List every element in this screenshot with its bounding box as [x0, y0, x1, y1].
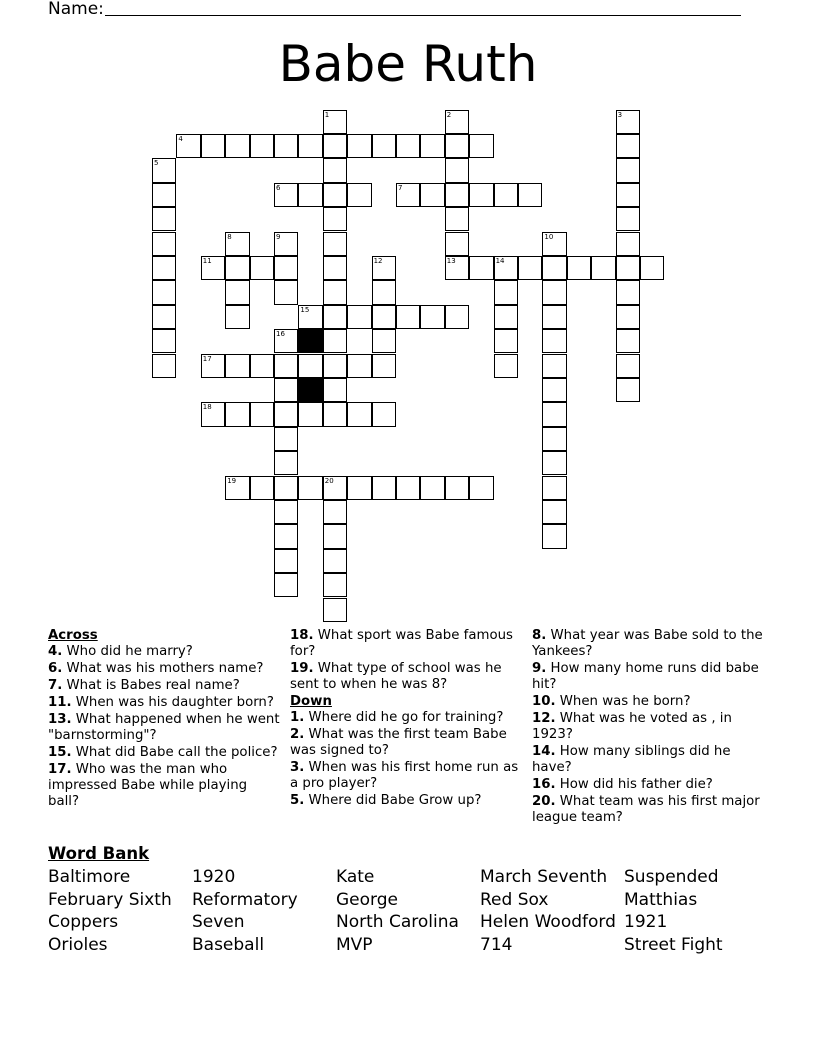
clue-number: 8	[227, 232, 232, 241]
word-bank-item: Baltimore	[48, 867, 131, 887]
grid-cell[interactable]	[616, 305, 640, 329]
grid-cell[interactable]	[323, 378, 347, 402]
grid-cell[interactable]	[274, 524, 298, 548]
clue-text: How did his father die?	[555, 777, 713, 792]
down-clue	[532, 661, 772, 693]
word-bank-item: Matthias	[624, 889, 698, 910]
grid-cell[interactable]	[152, 207, 176, 231]
grid-cell[interactable]	[323, 207, 347, 231]
grid-cell[interactable]	[152, 158, 176, 182]
clue-number: 16	[276, 330, 285, 339]
clue-number: 13	[446, 256, 456, 265]
word-bank-item: Reformatory	[192, 889, 298, 910]
grid-cell[interactable]	[542, 451, 566, 475]
grid-cell[interactable]	[201, 134, 225, 158]
grid-cell[interactable]	[542, 427, 566, 451]
grid-cell[interactable]	[250, 134, 274, 158]
grid-cell[interactable]	[250, 256, 274, 280]
clue-number: 6	[276, 183, 281, 192]
clue-num: 16.	[532, 777, 556, 792]
grid-cell[interactable]	[542, 354, 566, 378]
grid-cell[interactable]	[323, 573, 347, 597]
clue-text: What sport was Babe famous for?	[290, 628, 513, 659]
across-clue	[48, 695, 280, 711]
grid-cell[interactable]	[640, 256, 664, 280]
grid-cell[interactable]	[323, 549, 347, 573]
clue-text: What was the first team Babe was signed to?	[290, 727, 507, 758]
clue-num: 7.	[48, 678, 63, 693]
grid-cell[interactable]	[445, 110, 469, 134]
name-label: Name:	[48, 0, 104, 19]
clue-text: What was his mothers name?	[62, 661, 264, 676]
clue-text: What type of school was he sent to when he was 8?	[290, 661, 502, 692]
grid-cell[interactable]	[274, 500, 298, 524]
clue-num: 6.	[48, 661, 63, 676]
grid-cell[interactable]	[323, 500, 347, 524]
grid-cell[interactable]	[298, 476, 322, 500]
grid-cell[interactable]	[347, 183, 371, 207]
grid-cell[interactable]	[494, 256, 518, 280]
grid-cell[interactable]	[445, 256, 469, 280]
grid-cell[interactable]	[372, 476, 396, 500]
grid-cell[interactable]	[445, 207, 469, 231]
grid-cell[interactable]	[616, 329, 640, 353]
word-bank-item: North Carolina	[336, 912, 459, 933]
clue-num: 1.	[290, 710, 305, 725]
clue-num: 18.	[290, 628, 314, 643]
clue-text: How many siblings did he have?	[532, 744, 731, 775]
down-clue	[290, 793, 522, 809]
down-clue	[532, 694, 772, 710]
grid-cell[interactable]	[372, 280, 396, 304]
grid-cell[interactable]	[542, 524, 566, 548]
grid-cell[interactable]	[616, 183, 640, 207]
grid-cell[interactable]	[420, 305, 444, 329]
clue-text: Who did he marry?	[62, 644, 193, 659]
word-bank-item: Baseball	[192, 935, 265, 956]
down-clue	[532, 744, 772, 776]
clue-number: 1	[324, 110, 330, 119]
clue-num: 5.	[290, 793, 305, 808]
clue-number: 3	[617, 110, 623, 119]
grid-cell[interactable]	[445, 183, 469, 207]
clue-number: 15	[300, 305, 310, 314]
grid-cell[interactable]	[225, 280, 249, 304]
grid-cell[interactable]	[274, 256, 298, 280]
grid-cell[interactable]	[323, 232, 347, 256]
down-clue	[290, 710, 522, 726]
across-clue	[48, 762, 280, 810]
clue-text: Where did he go for training?	[304, 710, 504, 725]
clue-number: 7	[398, 183, 403, 192]
word-bank-item: 1921	[624, 912, 668, 933]
grid-cell[interactable]	[274, 183, 298, 207]
grid-cell[interactable]	[274, 427, 298, 451]
clue-number: 10	[544, 232, 554, 241]
grid-cell[interactable]	[274, 378, 298, 402]
clue-number: 12	[373, 256, 383, 265]
grid-cell[interactable]	[201, 256, 225, 280]
grid-cell[interactable]	[298, 183, 322, 207]
word-bank-item: March Seventh	[480, 867, 608, 887]
across-clue	[48, 644, 280, 660]
grid-cell[interactable]	[274, 402, 298, 426]
grid-cell[interactable]	[274, 573, 298, 597]
grid-cell[interactable]	[494, 280, 518, 304]
grid-cell[interactable]	[591, 256, 615, 280]
clue-text: How many home runs did babe hit?	[532, 661, 759, 692]
grid-cell[interactable]	[616, 110, 640, 134]
grid-cell[interactable]	[347, 134, 371, 158]
grid-cell[interactable]	[323, 329, 347, 353]
grid-cell[interactable]	[347, 305, 371, 329]
grid-cell[interactable]	[152, 305, 176, 329]
across-heading: Across	[48, 628, 98, 643]
clue-num: 4.	[48, 644, 63, 659]
word-bank-item: 714	[480, 935, 513, 956]
word-bank-item: February Sixth	[48, 889, 172, 910]
down-heading: Down	[290, 694, 332, 709]
grid-cell[interactable]	[347, 402, 371, 426]
grid-cell[interactable]	[469, 183, 493, 207]
grid-cell[interactable]	[250, 354, 274, 378]
clue-num: 9.	[532, 661, 547, 676]
clue-text: What team was his first major league team?	[532, 794, 760, 825]
clue-num: 12.	[532, 711, 556, 726]
grid-cell[interactable]	[274, 232, 298, 256]
grid-cell[interactable]	[542, 305, 566, 329]
grid-cell[interactable]	[372, 329, 396, 353]
word-bank-item: Coppers	[48, 912, 119, 933]
grid-cell[interactable]	[152, 354, 176, 378]
grid-cell[interactable]	[323, 524, 347, 548]
grid-cell[interactable]	[323, 354, 347, 378]
grid-cell[interactable]	[616, 158, 640, 182]
clues-column-3	[532, 628, 772, 827]
grid-cell[interactable]	[616, 280, 640, 304]
word-bank	[48, 866, 788, 957]
grid-cell[interactable]	[542, 256, 566, 280]
grid-cell[interactable]	[372, 354, 396, 378]
grid-cell[interactable]	[445, 232, 469, 256]
clue-text: What did Babe call the police?	[71, 745, 278, 760]
grid-cell[interactable]	[176, 134, 200, 158]
clue-number: 19	[227, 476, 237, 485]
word-bank-title: Word Bank	[48, 844, 150, 863]
grid-cell[interactable]	[225, 354, 249, 378]
clue-number: 9	[276, 232, 281, 241]
word-bank-item: Suspended	[624, 867, 719, 887]
grid-cell[interactable]	[542, 500, 566, 524]
grid-cell[interactable]	[323, 256, 347, 280]
clue-text: Where did Babe Grow up?	[304, 793, 482, 808]
down-clue	[532, 794, 772, 826]
down-clue	[532, 628, 772, 660]
grid-cell[interactable]	[494, 183, 518, 207]
clue-text: What is Babes real name?	[62, 678, 240, 693]
grid-cell[interactable]	[542, 280, 566, 304]
grid-cell[interactable]	[567, 256, 591, 280]
grid-cell[interactable]	[152, 256, 176, 280]
grid-cell[interactable]	[274, 280, 298, 304]
grid-cell[interactable]	[469, 134, 493, 158]
word-bank-item: 1920	[192, 867, 236, 887]
grid-cell[interactable]	[323, 183, 347, 207]
grid-cell[interactable]	[323, 305, 347, 329]
grid-cell[interactable]	[469, 256, 493, 280]
grid-cell[interactable]	[396, 183, 420, 207]
grid-cell[interactable]	[225, 232, 249, 256]
clue-num: 3.	[290, 760, 305, 775]
word-bank-item: MVP	[336, 935, 373, 956]
grid-cell[interactable]	[225, 256, 249, 280]
across-clue	[48, 712, 280, 744]
page-title: Babe Ruth	[278, 35, 538, 93]
word-bank-item: Seven	[192, 912, 245, 933]
grid-cell[interactable]	[372, 402, 396, 426]
word-bank-item: Orioles	[48, 935, 108, 956]
grid-cell[interactable]	[274, 476, 298, 500]
grid-cell[interactable]	[518, 183, 542, 207]
grid-cell[interactable]	[420, 476, 444, 500]
grid-cell[interactable]	[152, 280, 176, 304]
grid-cell[interactable]	[225, 134, 249, 158]
clue-number: 2	[446, 110, 452, 119]
clue-text: What happened when he went "barnstorming"?	[48, 712, 280, 743]
clue-text: When was his daughter born?	[71, 695, 274, 710]
grid-cell[interactable]	[542, 476, 566, 500]
grid-cell[interactable]	[274, 354, 298, 378]
grid-cell[interactable]	[616, 207, 640, 231]
grid-cell[interactable]	[323, 158, 347, 182]
across-clue	[48, 678, 280, 694]
clue-number: 4	[178, 134, 183, 143]
grid-cell[interactable]	[323, 134, 347, 158]
grid-cell[interactable]	[250, 476, 274, 500]
grid-cell[interactable]	[201, 354, 225, 378]
grid-cell[interactable]	[616, 256, 640, 280]
grid-cell-black	[298, 329, 322, 353]
clue-number: 18	[202, 403, 212, 412]
grid-cell[interactable]	[542, 378, 566, 402]
grid-cell[interactable]	[225, 402, 249, 426]
grid-cell[interactable]	[445, 134, 469, 158]
grid-cell[interactable]	[445, 305, 469, 329]
clue-number: 20	[324, 476, 334, 485]
clue-num: 8.	[532, 628, 547, 643]
clue-num: 15.	[48, 745, 72, 760]
clue-num: 14.	[532, 744, 556, 759]
clues-column-1	[48, 628, 280, 811]
grid-cell[interactable]	[152, 329, 176, 353]
word-bank-item: George	[336, 889, 398, 910]
grid-cell[interactable]	[250, 402, 274, 426]
grid-cell[interactable]	[372, 134, 396, 158]
grid-cell[interactable]	[152, 183, 176, 207]
across-clue	[48, 661, 280, 677]
grid-cell[interactable]	[420, 183, 444, 207]
grid-cell[interactable]	[323, 402, 347, 426]
grid-cell[interactable]	[420, 134, 444, 158]
clues-column-2	[290, 628, 522, 810]
grid-cell[interactable]	[274, 329, 298, 353]
word-bank-item: Red Sox	[480, 889, 549, 910]
grid-cell[interactable]	[542, 232, 566, 256]
grid-cell[interactable]	[274, 549, 298, 573]
grid-cell[interactable]	[445, 158, 469, 182]
clue-num: 19.	[290, 661, 314, 676]
clue-num: 11.	[48, 695, 72, 710]
clue-text: What year was Babe sold to the Yankees?	[532, 628, 763, 659]
clue-text: Who was the man who impressed Babe while playing ball?	[48, 762, 248, 809]
grid-cell[interactable]	[323, 110, 347, 134]
across-clue	[290, 628, 522, 660]
grid-cell[interactable]	[616, 354, 640, 378]
clue-number: 11	[202, 256, 212, 265]
grid-cell[interactable]	[323, 476, 347, 500]
grid-cell[interactable]	[274, 451, 298, 475]
grid-cell[interactable]	[542, 402, 566, 426]
grid-cell[interactable]	[298, 305, 322, 329]
grid-cell[interactable]	[347, 354, 371, 378]
clue-num: 20.	[532, 794, 556, 809]
grid-cell[interactable]	[616, 232, 640, 256]
down-clue	[290, 760, 522, 792]
grid-cell[interactable]	[225, 476, 249, 500]
grid-cell[interactable]	[445, 476, 469, 500]
grid-cell[interactable]	[225, 305, 249, 329]
grid-cell[interactable]	[372, 256, 396, 280]
grid-cell[interactable]	[469, 476, 493, 500]
clue-num: 17.	[48, 762, 72, 777]
across-clue	[48, 745, 280, 761]
clue-number: 14	[495, 256, 505, 265]
clue-num: 13.	[48, 712, 72, 727]
grid-cell[interactable]	[323, 280, 347, 304]
grid-cell[interactable]	[396, 305, 420, 329]
down-clue	[290, 727, 522, 759]
word-bank-item: Street Fight	[624, 935, 723, 956]
grid-cell[interactable]	[542, 329, 566, 353]
down-clue	[532, 711, 772, 743]
grid-cell[interactable]	[347, 476, 371, 500]
grid-cell[interactable]	[298, 354, 322, 378]
down-clue	[532, 777, 772, 793]
grid-cell[interactable]	[518, 256, 542, 280]
clue-number: 5	[154, 159, 159, 168]
grid-cell[interactable]	[152, 232, 176, 256]
grid-cell-black	[298, 378, 322, 402]
grid-cell[interactable]	[298, 402, 322, 426]
grid-cell[interactable]	[494, 305, 518, 329]
grid-cell[interactable]	[298, 134, 322, 158]
grid-cell[interactable]	[494, 329, 518, 353]
grid-cell[interactable]	[494, 354, 518, 378]
clue-number: 17	[202, 354, 212, 363]
grid-cell[interactable]	[323, 598, 347, 622]
clue-num: 2.	[290, 727, 305, 742]
clue-text: What was he voted as , in 1923?	[532, 711, 732, 742]
clue-text: When was he born?	[555, 694, 691, 709]
grid-cell[interactable]	[201, 402, 225, 426]
grid-cell[interactable]	[372, 305, 396, 329]
grid-cell[interactable]	[396, 476, 420, 500]
word-bank-item: Helen Woodford	[480, 912, 616, 933]
across-clue	[290, 661, 522, 693]
grid-cell[interactable]	[396, 134, 420, 158]
grid-cell[interactable]	[616, 134, 640, 158]
clue-num: 10.	[532, 694, 556, 709]
grid-cell[interactable]	[616, 378, 640, 402]
grid-cell[interactable]	[274, 134, 298, 158]
clue-text: When was his first home run as a pro player?	[290, 760, 519, 791]
word-bank-item: Kate	[336, 867, 375, 887]
